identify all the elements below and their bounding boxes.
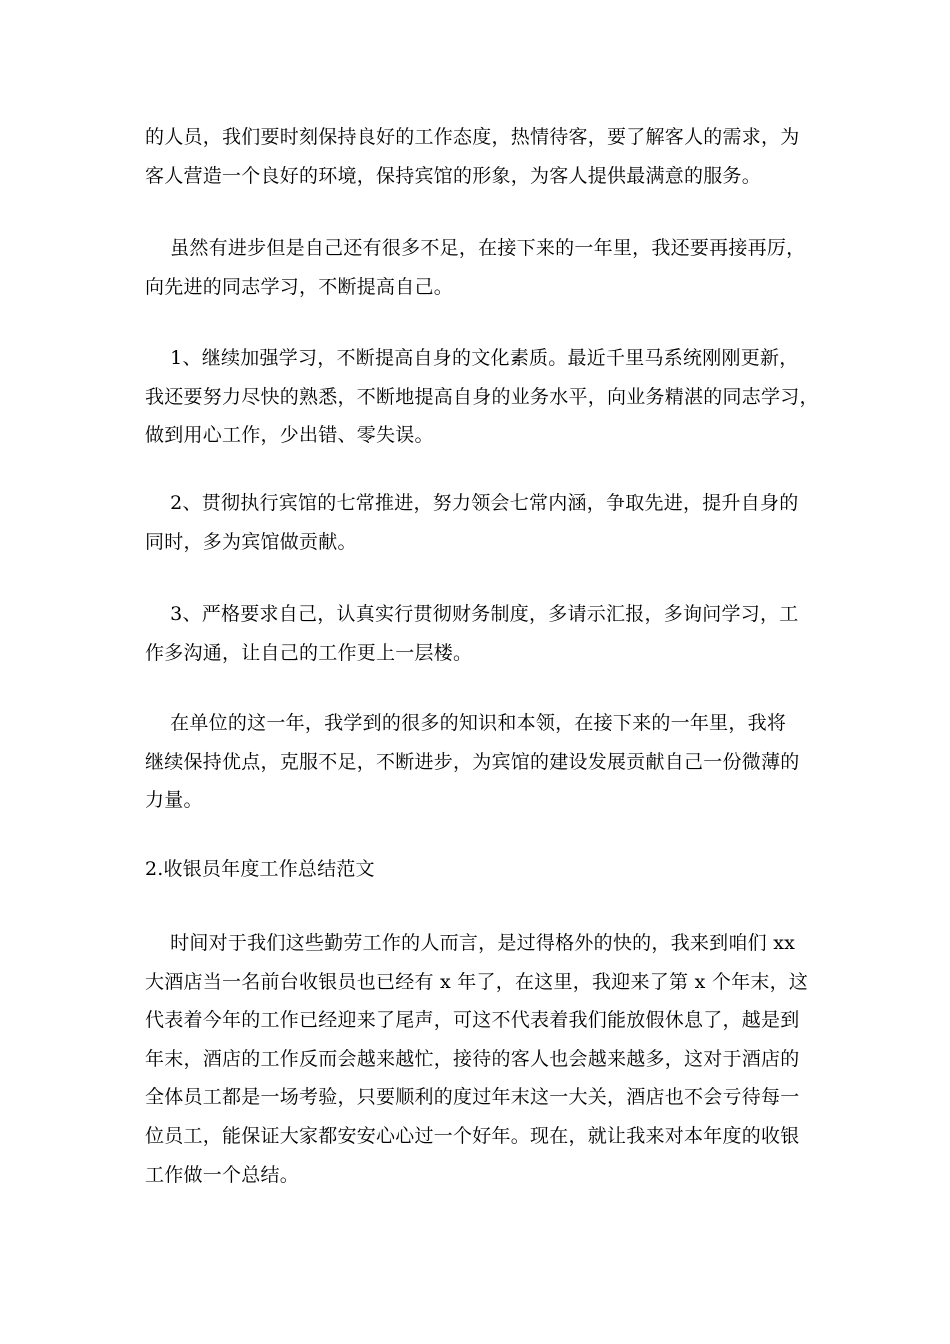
paragraph-hotel-service xyxy=(145,118,830,195)
text-line: 2、贯彻执行宾馆的七常推进，努力领会七常内涵，争取先进，提升自身的 xyxy=(145,492,799,514)
text-line: 全体员工都是一场考验，只要顺利的度过年末这一大关，酒店也不会亏待每一 xyxy=(145,1086,800,1109)
text-line: 虽然有进步但是自己还有很多不足，在接下来的一年里，我还要再接再厉， xyxy=(145,237,806,259)
text-line: 力量。 xyxy=(145,789,203,812)
paragraph-cashier-intro xyxy=(145,924,830,1194)
paragraph-year-summary xyxy=(145,704,830,820)
text-line: 1、继续加强学习，不断提高自身的文化素质。最近千里马系统刚刚更新， xyxy=(145,347,799,369)
text-line: 大酒店当一名前台收银员也已经有 x 年了，在这里，我迎来了第 x 个年末，这 xyxy=(145,970,809,993)
paragraph-item-2 xyxy=(145,484,830,561)
paragraph-shortcomings xyxy=(145,229,830,306)
text-line: 时间对于我们这些勤劳工作的人而言，是过得格外的快的，我来到咱们 xx xyxy=(145,932,796,954)
text-line: 代表着今年的工作已经迎来了尾声，可这不代表着我们能放假休息了，越是到 xyxy=(145,1009,800,1032)
text-line: 在单位的这一年，我学到的很多的知识和本领，在接下来的一年里，我将 xyxy=(145,712,787,734)
paragraph-item-1 xyxy=(145,339,830,455)
text-line: 年末，酒店的工作反而会越来越忙，接待的客人也会越来越多，这对于酒店的 xyxy=(145,1047,800,1070)
section-heading xyxy=(145,850,830,889)
text-line: 工作做一个总结。 xyxy=(145,1163,300,1186)
text-line: 继续保持优点，克服不足，不断进步，为宾馆的建设发展贡献自己一份微薄的 xyxy=(145,750,800,773)
text-line: 客人营造一个良好的环境，保持宾馆的形象，为客人提供最满意的服务。 xyxy=(145,164,762,187)
text-line: 同时，多为宾馆做贡献。 xyxy=(145,530,357,553)
text-line: 3、严格要求自己，认真实行贯彻财务制度，多请示汇报，多询问学习，工 xyxy=(145,603,799,625)
text-line: 作多沟通，让自己的工作更上一层楼。 xyxy=(145,641,473,664)
text-line: 做到用心工作，少出错、零失误。 xyxy=(145,424,434,447)
text-line: 我还要努力尽快的熟悉，不断地提高自身的业务水平，向业务精湛的同志学习， xyxy=(145,385,819,408)
text-line: 的人员，我们要时刻保持良好的工作态度，热情待客，要了解客人的需求，为 xyxy=(145,126,800,148)
paragraph-item-3 xyxy=(145,595,830,672)
text-line: 位员工，能保证大家都安安心心过一个好年。现在，就让我来对本年度的收银 xyxy=(145,1124,800,1147)
heading-text: 2.收银员年度工作总结范文 xyxy=(145,858,375,880)
text-line: 向先进的同志学习，不断提高自己。 xyxy=(145,275,454,298)
